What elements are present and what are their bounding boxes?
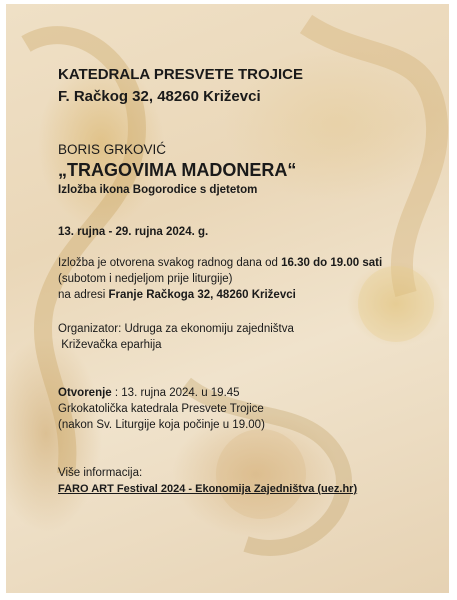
opening-date: : 13. rujna 2024. u 19.45: [111, 387, 240, 399]
opening-note: (nakon Sv. Liturgije koja počinje u 19.00): [58, 419, 265, 431]
cathedral-name: KATEDRALA PRESVETE TROJICE: [58, 66, 304, 83]
exhibition-subtitle: Izložba ikona Bogorodice s djetetom: [58, 184, 258, 196]
opening-hours-line2: (subotom i nedjeljom prije liturgije): [58, 273, 233, 285]
opening-hours-text: Izložba je otvorena svakog radnog dana od: [58, 257, 282, 269]
poster-text: [6, 4, 449, 593]
organizer-line2: Križevačka eparhija: [58, 339, 162, 351]
opening-hours-line3: [58, 288, 296, 303]
opening-hours-time: 16.30 do 19.00 sati: [281, 257, 383, 269]
opening-location: Grkokatolička katedrala Presvete Trojice: [58, 403, 264, 415]
opening-label: Otvorenje: [58, 387, 112, 399]
artist-name: BORIS GRKOVIĆ: [58, 142, 167, 157]
exhibition-address: Franje Račkoga 32, 48260 Križevci: [108, 289, 296, 301]
opening-line1: [58, 386, 240, 401]
more-info-label: Više informacija:: [58, 467, 143, 479]
cathedral-address: F. Račkog 32, 48260 Križevci: [58, 88, 261, 105]
exhibition-dates: 13. rujna - 29. rujna 2024. g.: [58, 226, 209, 238]
exhibition-address-prefix: na adresi: [58, 289, 109, 301]
festival-link[interactable]: FARO ART Festival 2024 - Ekonomija Zajedništva (uez.hr): [58, 483, 358, 495]
exhibition-title: „TRAGOVIMA MADONERA“: [58, 160, 297, 180]
organizer-line1: Organizator: Udruga za ekonomiju zajedništva: [58, 323, 294, 335]
opening-hours-line1: [58, 256, 382, 271]
poster-frame: [6, 4, 449, 593]
